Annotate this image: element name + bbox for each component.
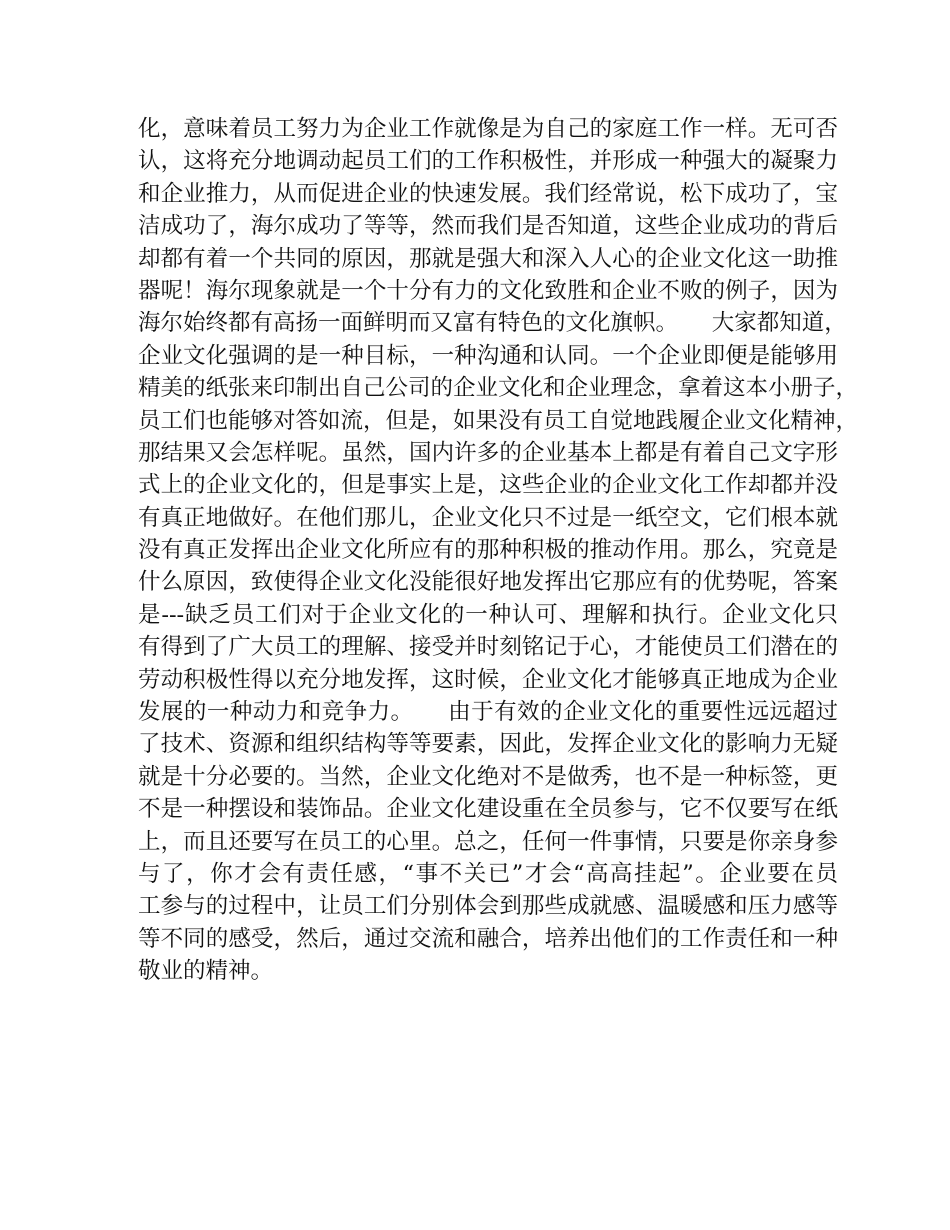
- text-line: 化，意味着员工努力为企业工作就像是为自己的家庭工作一样。无可否: [138, 116, 838, 142]
- text-line: 就是十分必要的。当然，企业文化绝对不是做秀，也不是一种标签，更: [138, 763, 838, 790]
- text-line: 有得到了广大员工的理解、接受并时刻铭记于心，才能使员工们潜在的: [138, 634, 838, 661]
- text-line: 与了，你才会有责任感，“事不关已”才会“高高挂起”。企业要在员: [138, 860, 838, 887]
- text-line: 发展的一种动力和竞争力。 由于有效的企业文化的重要性远远超过: [138, 699, 838, 726]
- text-line: 却都有着一个共同的原因，那就是强大和深入人心的企业文化这一助推: [138, 245, 838, 272]
- text-line: 认，这将充分地调动起员工们的工作积极性，并形成一种强大的凝聚力: [138, 148, 838, 175]
- text-line: 器呢！海尔现象就是一个十分有力的文化致胜和企业不败的例子，因为: [138, 277, 838, 304]
- body-text: [138, 113, 859, 988]
- text-line: 什么原因，致使得企业文化没能很好地发挥出它那应有的优势呢，答案: [138, 569, 838, 596]
- text-line: 劳动积极性得以充分地发挥，这时候，企业文化才能够真正地成为企业: [138, 666, 838, 693]
- text-line: 不是一种摆设和装饰品。企业文化建设重在全员参与，它不仅要写在纸: [138, 796, 838, 823]
- text-line: 那结果又会怎样呢。虽然，国内许多的企业基本上都是有着自己文字形: [138, 439, 838, 466]
- text-line: 企业文化强调的是一种目标，一种沟通和认同。一个企业即便是能够用: [138, 342, 838, 369]
- text-line: 没有真正发挥出企业文化所应有的那种积极的推动作用。那么，究竟是: [138, 537, 838, 564]
- text-line: 了技术、资源和组织结构等等要素，因此，发挥企业文化的影响力无疑: [138, 731, 838, 758]
- text-line: 是---缺乏员工们对于企业文化的一种认可、理解和执行。企业文化只: [138, 601, 838, 628]
- text-line: 和企业推力，从而促进企业的快速发展。我们经常说，松下成功了，宝: [138, 180, 838, 207]
- text-line: 精美的纸张来印制出自己公司的企业文化和企业理念，拿着这本小册子，: [138, 375, 859, 402]
- text-line: 有真正地做好。在他们那儿，企业文化只不过是一纸空文，它们根本就: [138, 504, 838, 531]
- text-line: 洁成功了，海尔成功了等等，然而我们是否知道，这些企业成功的背后: [138, 213, 838, 240]
- text-line: 员工们也能够对答如流，但是，如果没有员工自觉地践履企业文化精神，: [138, 407, 859, 434]
- text-line: 式上的企业文化的，但是事实上是，这些企业的企业文化工作却都并没: [138, 472, 838, 499]
- text-line: 等不同的感受，然后，通过交流和融合，培养出他们的工作责任和一种: [138, 925, 838, 952]
- text-line: 上，而且还要写在员工的心里。总之，任何一件事情，只要是你亲身参: [138, 828, 838, 855]
- text-line: 海尔始终都有高扬一面鲜明而又富有特色的文化旗帜。 大家都知道，: [138, 310, 847, 337]
- text-line: 工参与的过程中，让员工们分别体会到那些成就感、温暖感和压力感等: [138, 893, 838, 920]
- text-line: 敬业的精神。: [138, 958, 274, 985]
